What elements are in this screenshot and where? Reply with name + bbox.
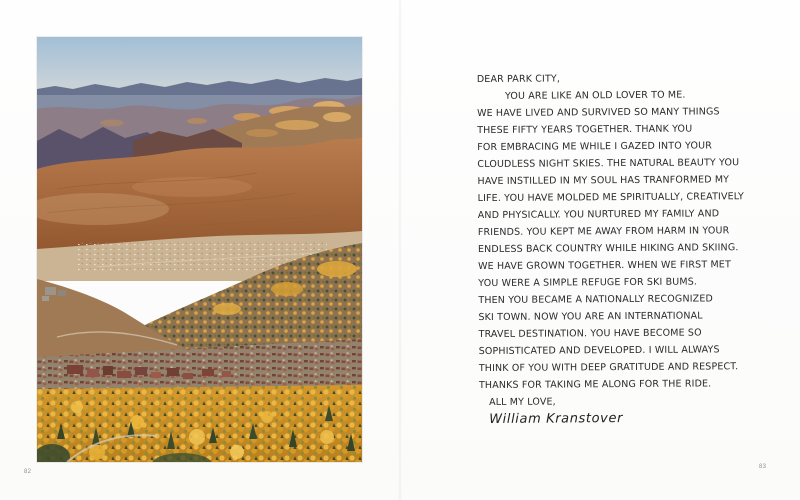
letter-line: YOU ARE LIKE AN OLD LOVER TO ME. — [504, 89, 686, 102]
letter-line: SOPHISTICATED AND DEVELOPED. I WILL ALWAYS — [478, 344, 720, 358]
letter-line: WE HAVE GROWN TOGETHER. WHEN WE FIRST MET — [478, 259, 731, 273]
letter-line: LIFE. YOU HAVE MOLDED ME SPIRITUALLY, CREATIVELY — [477, 191, 744, 205]
handwritten-letter — [477, 69, 779, 428]
letter-line: FOR EMBRACING ME WHILE I GAZED INTO YOUR — [477, 140, 713, 154]
letter-line: SKI TOWN. NOW YOU ARE AN INTERNATIONAL — [478, 310, 703, 324]
letter-line: HAVE INSTILLED IN MY SOUL HAS TRANFORMED MY — [477, 174, 730, 188]
letter-closing: ALL MY LOVE, — [489, 396, 556, 408]
letter-line: ENDLESS BACK COUNTRY WHILE HIKING AND SKIING. — [477, 242, 739, 256]
foreground-aspen-forest — [37, 385, 362, 462]
page-gutter — [398, 0, 402, 500]
letter-line: YOU WERE A SIMPLE REFUGE FOR SKI BUMS. — [478, 276, 698, 290]
letter-line: THESE FIFTY YEARS TOGETHER. THANK YOU — [477, 123, 693, 137]
park-city-photo-illustration — [37, 37, 362, 462]
letter-line: THANKS FOR TAKING ME ALONG FOR THE RIDE. — [478, 378, 712, 392]
letter-salutation: DEAR PARK CITY, — [476, 73, 561, 86]
page-number-right: 83 — [759, 464, 767, 470]
letter-line: WE HAVE LIVED AND SURVIVED SO MANY THINGS — [477, 106, 720, 120]
letter-line: THEN YOU BECAME A NATIONALLY RECOGNIZED — [478, 293, 713, 307]
letter-signature: William Kranstover — [489, 411, 624, 427]
landscape-photo — [37, 37, 362, 462]
letter-line: TRAVEL DESTINATION. YOU HAVE BECOME SO — [478, 327, 702, 341]
letter-line: FRIENDS. YOU KEPT ME AWAY FROM HARM IN YOUR — [477, 225, 730, 239]
letter-line: THINK OF YOU WITH DEEP GRATITUDE AND RESPECT. — [478, 361, 739, 375]
letter-line: AND PHYSICALLY. YOU NURTURED MY FAMILY AND — [477, 208, 720, 222]
page-number-left: 82 — [24, 469, 32, 475]
letter-line: CLOUDLESS NIGHT SKIES. THE NATURAL BEAUTY YOU — [477, 157, 740, 171]
